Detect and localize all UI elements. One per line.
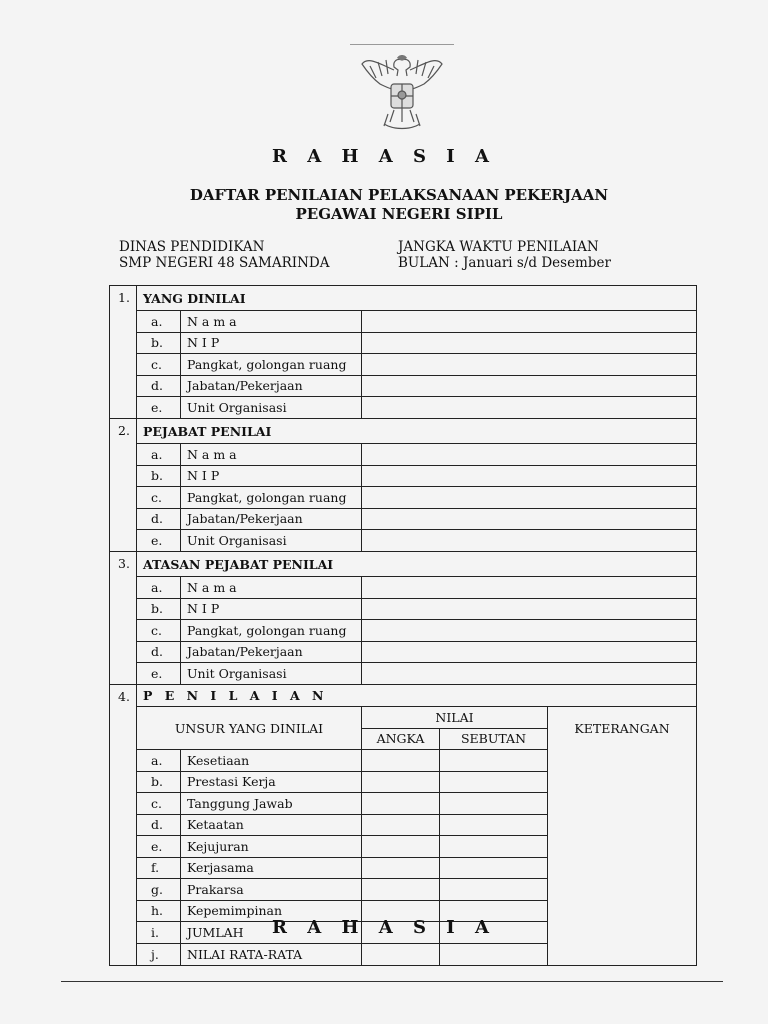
column-header-remarks: KETERANGAN	[574, 721, 670, 736]
evaluation-form-table	[109, 285, 697, 966]
score-number-field[interactable]	[362, 879, 440, 901]
row-letter: b.	[137, 598, 181, 620]
row-label: Kejujuran	[181, 836, 362, 858]
row-label: N a m a	[181, 444, 362, 466]
row-label: N I P	[181, 598, 362, 620]
score-number-field[interactable]	[362, 836, 440, 858]
agency-line1: DINAS PENDIDIKAN	[119, 239, 265, 255]
row-letter: g.	[137, 879, 181, 901]
section-number: 4.	[110, 685, 137, 707]
row-label: Jabatan/Pekerjaan	[181, 375, 362, 397]
row-label: Ketaatan	[181, 814, 362, 836]
row-label: N I P	[181, 465, 362, 487]
row-label: JUMLAH	[181, 922, 362, 944]
table-row	[110, 311, 697, 333]
agency-line2: SMP NEGERI 48 SAMARINDA	[119, 255, 330, 271]
score-word-field[interactable]	[440, 814, 548, 836]
table-row	[110, 487, 697, 509]
table-row	[110, 663, 697, 685]
section-3-header	[110, 552, 697, 577]
row-letter: b.	[137, 332, 181, 354]
row-label: Kerjasama	[181, 857, 362, 879]
fill-in-field[interactable]	[362, 332, 697, 354]
score-number-field[interactable]	[362, 943, 440, 965]
row-letter: d.	[137, 641, 181, 663]
form-title-line2: PEGAWAI NEGERI SIPIL	[295, 205, 503, 223]
page-bottom-rule	[61, 981, 723, 982]
score-word-field[interactable]	[440, 943, 548, 965]
score-word-field[interactable]	[440, 836, 548, 858]
table-row	[110, 508, 697, 530]
row-label: Jabatan/Pekerjaan	[181, 641, 362, 663]
fill-in-field[interactable]	[362, 465, 697, 487]
row-letter: e.	[137, 836, 181, 858]
column-header-number: ANGKA	[362, 728, 440, 750]
row-letter: d.	[137, 508, 181, 530]
table-row	[110, 465, 697, 487]
row-label: Tanggung Jawab	[181, 793, 362, 815]
row-label: N a m a	[181, 577, 362, 599]
table-row	[110, 620, 697, 642]
classification-bottom: R A H A S I A	[272, 917, 496, 938]
row-label: NILAI RATA-RATA	[181, 943, 362, 965]
row-label: Kepemimpinan	[181, 900, 362, 922]
row-letter: a.	[137, 577, 181, 599]
row-label: Prestasi Kerja	[181, 771, 362, 793]
fill-in-field[interactable]	[362, 375, 697, 397]
row-letter: e.	[137, 663, 181, 685]
row-label: Pangkat, golongan ruang	[181, 487, 362, 509]
table-row	[110, 598, 697, 620]
fill-in-field[interactable]	[362, 487, 697, 509]
score-word-field[interactable]	[440, 857, 548, 879]
row-letter: b.	[137, 465, 181, 487]
section-number: 3.	[110, 552, 137, 577]
period-line1: JANGKA WAKTU PENILAIAN	[398, 239, 599, 255]
section-title: P E N I L A I A N	[137, 685, 697, 707]
column-header-score: NILAI	[362, 707, 548, 729]
table-row	[110, 397, 697, 419]
row-letter: a.	[137, 311, 181, 333]
score-number-field[interactable]	[362, 814, 440, 836]
table-row	[110, 332, 697, 354]
fill-in-field[interactable]	[362, 620, 697, 642]
section-1-header	[110, 286, 697, 311]
row-letter: c.	[137, 793, 181, 815]
row-label: Kesetiaan	[181, 750, 362, 772]
assessment-header-row	[110, 707, 697, 729]
row-label: Pangkat, golongan ruang	[181, 620, 362, 642]
row-label: Jabatan/Pekerjaan	[181, 508, 362, 530]
garuda-emblem-icon	[350, 44, 454, 138]
table-row	[110, 375, 697, 397]
row-label: N I P	[181, 332, 362, 354]
column-header-element: UNSUR YANG DINILAI	[137, 707, 362, 750]
score-word-field[interactable]	[440, 750, 548, 772]
score-number-field[interactable]	[362, 771, 440, 793]
section-4-header	[110, 685, 697, 707]
score-number-field[interactable]	[362, 750, 440, 772]
score-number-field[interactable]	[362, 857, 440, 879]
section-number: 1.	[110, 286, 137, 311]
row-letter: j.	[137, 943, 181, 965]
section-2-header	[110, 419, 697, 444]
row-letter: h.	[137, 900, 181, 922]
row-letter: d.	[137, 814, 181, 836]
row-letter: f.	[137, 857, 181, 879]
score-word-field[interactable]	[440, 793, 548, 815]
row-letter: b.	[137, 771, 181, 793]
row-label: Unit Organisasi	[181, 530, 362, 552]
row-letter: a.	[137, 444, 181, 466]
fill-in-field[interactable]	[362, 663, 697, 685]
section-title: YANG DINILAI	[137, 286, 697, 311]
row-label: N a m a	[181, 311, 362, 333]
fill-in-field[interactable]	[362, 508, 697, 530]
period-line2: BULAN : Januari s/d Desember	[398, 255, 611, 271]
score-word-field[interactable]	[440, 879, 548, 901]
fill-in-field[interactable]	[362, 598, 697, 620]
row-letter: e.	[137, 397, 181, 419]
score-number-field[interactable]	[362, 793, 440, 815]
fill-in-field[interactable]	[362, 577, 697, 599]
row-label: Prakarsa	[181, 879, 362, 901]
fill-in-field[interactable]	[362, 530, 697, 552]
row-letter: d.	[137, 375, 181, 397]
score-word-field[interactable]	[440, 771, 548, 793]
row-letter: c.	[137, 487, 181, 509]
table-row	[110, 530, 697, 552]
fill-in-field[interactable]	[362, 641, 697, 663]
section-title: ATASAN PEJABAT PENILAI	[137, 552, 697, 577]
fill-in-field[interactable]	[362, 311, 697, 333]
table-row	[110, 577, 697, 599]
section-title: PEJABAT PENILAI	[137, 419, 697, 444]
row-letter: i.	[137, 922, 181, 944]
fill-in-field[interactable]	[362, 444, 697, 466]
table-row	[110, 354, 697, 376]
row-label: Unit Organisasi	[181, 397, 362, 419]
form-title-line1: DAFTAR PENILAIAN PELAKSANAAN PEKERJAAN	[189, 186, 609, 204]
fill-in-field[interactable]	[362, 397, 697, 419]
row-letter: e.	[137, 530, 181, 552]
row-label: Unit Organisasi	[181, 663, 362, 685]
row-label: Pangkat, golongan ruang	[181, 354, 362, 376]
row-letter: c.	[137, 620, 181, 642]
row-letter: c.	[137, 354, 181, 376]
column-header-word: SEBUTAN	[440, 728, 548, 750]
table-row	[110, 444, 697, 466]
fill-in-field[interactable]	[362, 354, 697, 376]
section-number: 2.	[110, 419, 137, 444]
table-row	[110, 641, 697, 663]
row-letter: a.	[137, 750, 181, 772]
classification-top: R A H A S I A	[272, 146, 496, 167]
